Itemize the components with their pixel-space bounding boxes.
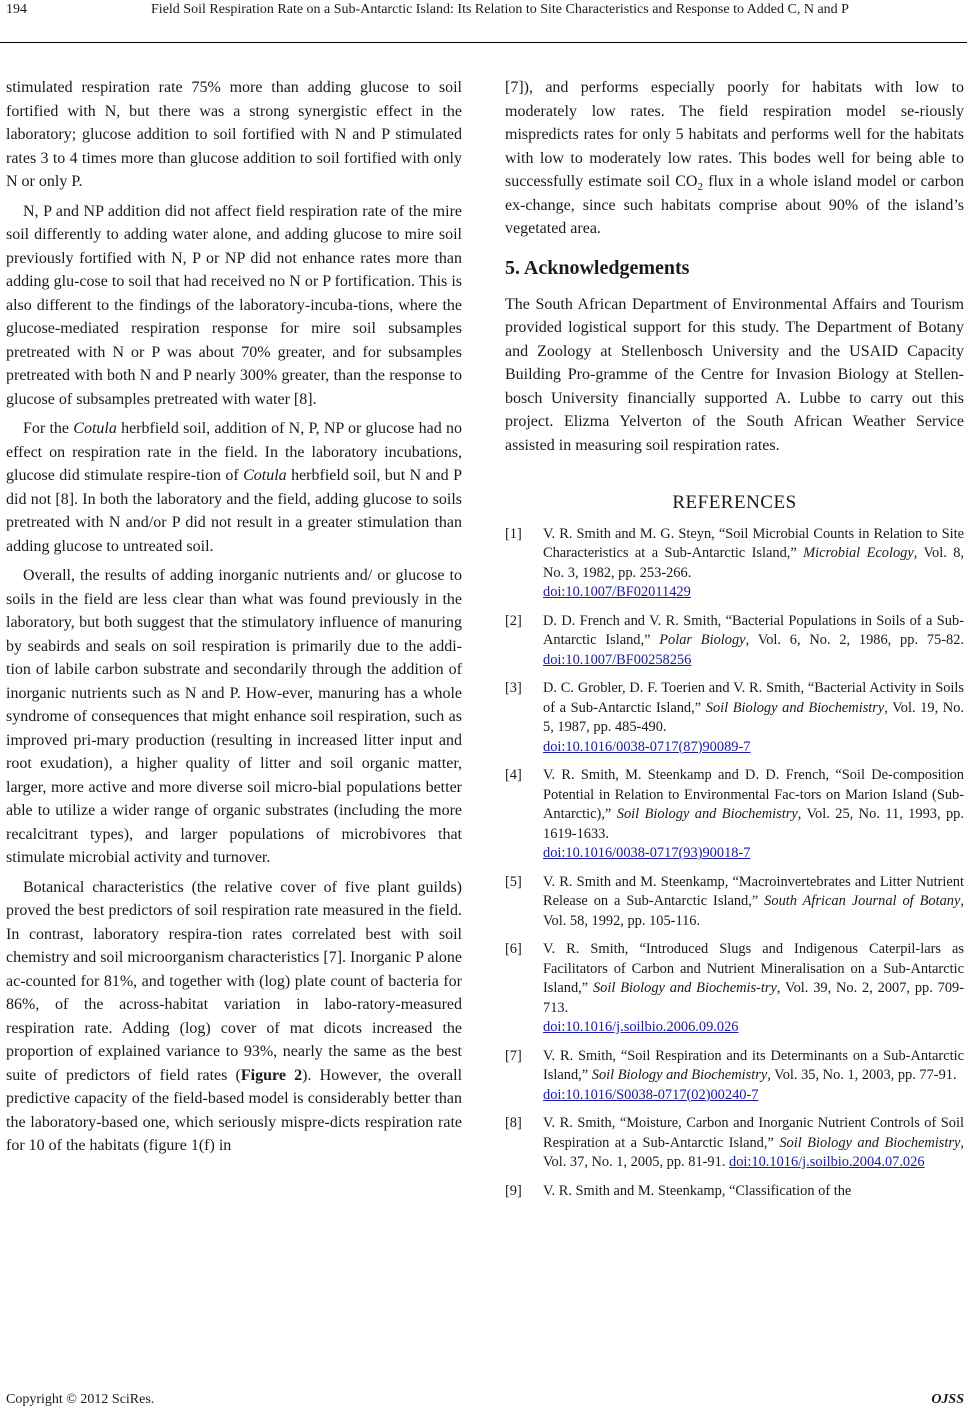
reference-text: V. R. Smith, “Moisture, Carbon and Inorganic Nutrient Controls of Soil Respiration at a Sub-Antarctic Island,” Soil Biology and Biochemistry, Vol. 37, No. 1, 2005, pp. 81-91. doi:10.1016/j.soilbio.2004.07.026 — [543, 1115, 964, 1170]
figure-reference: Figure 2 — [240, 1066, 303, 1084]
paragraph: Overall, the results of adding inorganic nutrients and/ or glucose to soils in the field are less clear than what was found previously in the laboratory, but both suggest that the stimulatory influence of manuring by seabirds and seals on soil respiration is primarily due to the addi-tion of labile carbon substrate and secondarily through the addition of inorganic nutrients such as N and P. How-ever, manuring has a whole syndrome of consequences that might enhance soil respiration, such as improved pri-mary production (resulting in increased litter input and root exudation), a higher quality of litter and soil organic matter, larger, more active and more diverse soil micro-bial populations better able to utilize a wider range of organic substrates (including the more recalcitrant types), and larger populations of microbivores that stimulate microbial activity and turnover. — [6, 567, 462, 866]
paragraph: Botanical characteristics (the relative cover of five plant guilds) proved the best predictors of soil respiration rate measured in the field. In contrast, laboratory respira-tion rates correlated best with soil chemistry and soil microorganism characteristics [7]. Inorganic P alone ac-counted for 81%, and together with (log) plate count of bacteria for 86%, of the across-habitat variation in labo-ratory-measured respiration rate. Adding (log) cover of mat dicots increased the proportion of explained variance to 93%, nearly the same as the best suite of predictors of field rates (Figure 2). However, the overall predictive capacity of the field-based model is considerably better than the laboratory-based one, which seriously mispre-dicts respiration rate for 10 of the habitats (figure 1(f) in — [6, 878, 463, 1154]
reference-text: V. R. Smith and M. Steenkamp, “Classification of the — [543, 1182, 852, 1199]
doi-link[interactable]: doi:10.1007/BF02011429 — [543, 584, 691, 600]
references-heading: REFERENCES — [672, 492, 797, 513]
reference-number: [3] — [505, 680, 522, 696]
reference-number: [5] — [505, 873, 522, 890]
reference-item — [505, 525, 964, 603]
reference-item — [505, 679, 964, 757]
reference-text: D. C. Grobler, D. F. Toerien and V. R. Smith, “Bacterial Activity in Soils of a Sub-Antarctic Island,” Soil Biology and Biochemistry, Vol. 19, No. 5, 1987, pp. 485-490. doi:10.1016/0038-0717(87)90089-7 — [543, 680, 964, 755]
reference-item — [505, 1182, 964, 1202]
journal-abbrev: OJSS — [931, 1392, 964, 1407]
reference-text: V. R. Smith, “Soil Respiration and its Determinants on a Sub-Antarctic Island,” Soil Biology and Biochemistry, Vol. 35, No. 1, 2003, pp. 77-91. doi:10.1016/S0038-0717(02)00240-7 — [543, 1047, 964, 1103]
species-name: Cotula — [73, 420, 117, 437]
reference-text: V. R. Smith, “Introduced Slugs and Indigenous Caterpil-lars as Facilitators of Carbon and Nutrient Mineralisation on a Sub-Antarctic Island,” Soil Biology and Biochemis-try, Vol. 39, No. 2, 2007, pp. 709-713. doi:10.1016/j.soilbio.2006.09.026 — [543, 941, 965, 1035]
reference-number: [8] — [505, 1115, 522, 1131]
doi-link[interactable]: doi:10.1016/S0038-0717(02)00240-7 — [543, 1086, 759, 1103]
copyright: Copyright © 2012 SciRes. — [6, 1392, 155, 1407]
paragraph: N, P and NP addition did not affect field respiration rate of the mire soil differently to adding water alone, and adding glucose to mire soil previously fortified with N, P or NP did not enhance rates more than adding glu-cose to soil that had received no N or P fortification. This is also different to the findings of the laboratory-incuba-tions, where the glucose-mediated respiration response for mire soil subsamples pretreated with N or P was about 70% greater, and for subsamples pretreated with both N and P nearly 300% greater, than the response to glucose of subsamples pretreated with water [8]. — [6, 202, 462, 408]
acknowledgements-heading: 5. Acknowledgements — [505, 256, 690, 279]
page-number: 194 — [6, 2, 27, 17]
reference-text: V. R. Smith and M. G. Steyn, “Soil Microbial Counts in Relation to Site Characteristics at a Sub-Antarctic Island,” Microbial Ecology, Vol. 8, No. 3, 1982, pp. 253-266. doi:10.1007/BF02011429 — [543, 525, 964, 600]
paragraph: stimulated respiration rate 75% more than adding glucose to soil fortified with N, but there was a strong synergistic effect in the laboratory; glucose addition to soil fortified with N and P stimulated rates 3 to 4 times more than glucose addition to soil fortified with only N or only P. — [6, 79, 462, 190]
reference-item — [505, 612, 964, 671]
right-column — [505, 76, 964, 1210]
paragraph: [7]), and performs especially poorly for habitats with low to moderately low rates. The field respiration model se-riously mispredicts rates for only 5 habitats and performs well for the habitats with low to moderately low rates. This bodes well for being able to successfully estimate soil $CO_2$ flux in a whole island model or carbon ex-change, since such habitats comprise about 90% of the island’s vegetated area. — [505, 79, 965, 237]
running-title: Field Soil Respiration Rate on a Sub-Antarctic Island: Its Relation to Site Characteristics and Response to Added C, N and P — [151, 2, 849, 17]
doi-link[interactable]: doi:10.1016/0038-0717(93)90018-7 — [543, 845, 751, 861]
doi-link[interactable]: doi:10.1016/j.soilbio.2004.07.026 — [729, 1154, 925, 1170]
doi-link[interactable]: doi:10.1016/0038-0717(87)90089-7 — [543, 738, 751, 755]
reference-number: [6] — [505, 941, 522, 957]
reference-item — [505, 1114, 964, 1173]
reference-item — [505, 1047, 964, 1106]
acknowledgements-text: The South African Department of Environmental Affairs and Tourism provided logistical support for this study. The Department of Botany and Zoology at Stellenbosch University and the USAID Capacity Building Pro-gramme of the Centre for Invasion Biology at Stellen-bosch University financially supported A. Lubbe to carry out this project. Elizma Yelverton of the South African Weather Service assisted in measuring soil respiration rates. — [505, 295, 964, 454]
header-rule — [0, 42, 967, 43]
doi-link[interactable]: doi:10.1016/j.soilbio.2006.09.026 — [543, 1019, 739, 1035]
species-name: Cotula — [243, 467, 287, 484]
paragraph: For the Cotula herbfield soil, addition of N, P, NP or glucose had no effect on respiration rate in the field. In the laboratory incubations, glucose did stimulate respire-tion of Cotula herbfield soil, but N and P did not [8]. In both the laboratory and the field, adding glucose to soils pretreated with N and/or P did not result in a greater stimulation than adding glucose to untreated soil. — [6, 420, 462, 555]
reference-number: [2] — [505, 612, 522, 629]
doi-link[interactable]: doi:10.1007/BF00258256 — [543, 651, 692, 668]
reference-number: [9] — [505, 1182, 522, 1199]
reference-text: V. R. Smith and M. Steenkamp, “Macroinvertebrates and Litter Nutrient Release on a Sub-Antarctic Island,” South African Journal of Botany, Vol. 58, 1992, pp. 105-116. — [543, 873, 964, 929]
page-header — [0, 0, 967, 40]
reference-number: [7] — [505, 1047, 522, 1064]
reference-item — [505, 766, 964, 864]
reference-text: V. R. Smith, M. Steenkamp and D. D. French, “Soil De-composition Potential in Relation to Environmental Fac-tors on Marion Island (Sub-Antarctic),” Soil Biology and Biochemistry, Vol. 25, No. 11, 1993, pp. 1619-1633. doi:10.1016/0038-0717(93)90018-7 — [543, 767, 964, 861]
reference-number: [4] — [505, 767, 522, 783]
reference-item — [505, 873, 964, 932]
reference-item — [505, 940, 964, 1038]
reference-text: D. D. French and V. R. Smith, “Bacterial Populations in Soils of a Sub-Antarctic Island,” Polar Biology, Vol. 6, No. 2, 1986, pp. 75-82. doi:10.1007/BF00258256 — [543, 612, 964, 668]
reference-number: [1] — [505, 525, 522, 542]
left-column — [6, 76, 462, 1158]
reference-list — [505, 525, 964, 1202]
